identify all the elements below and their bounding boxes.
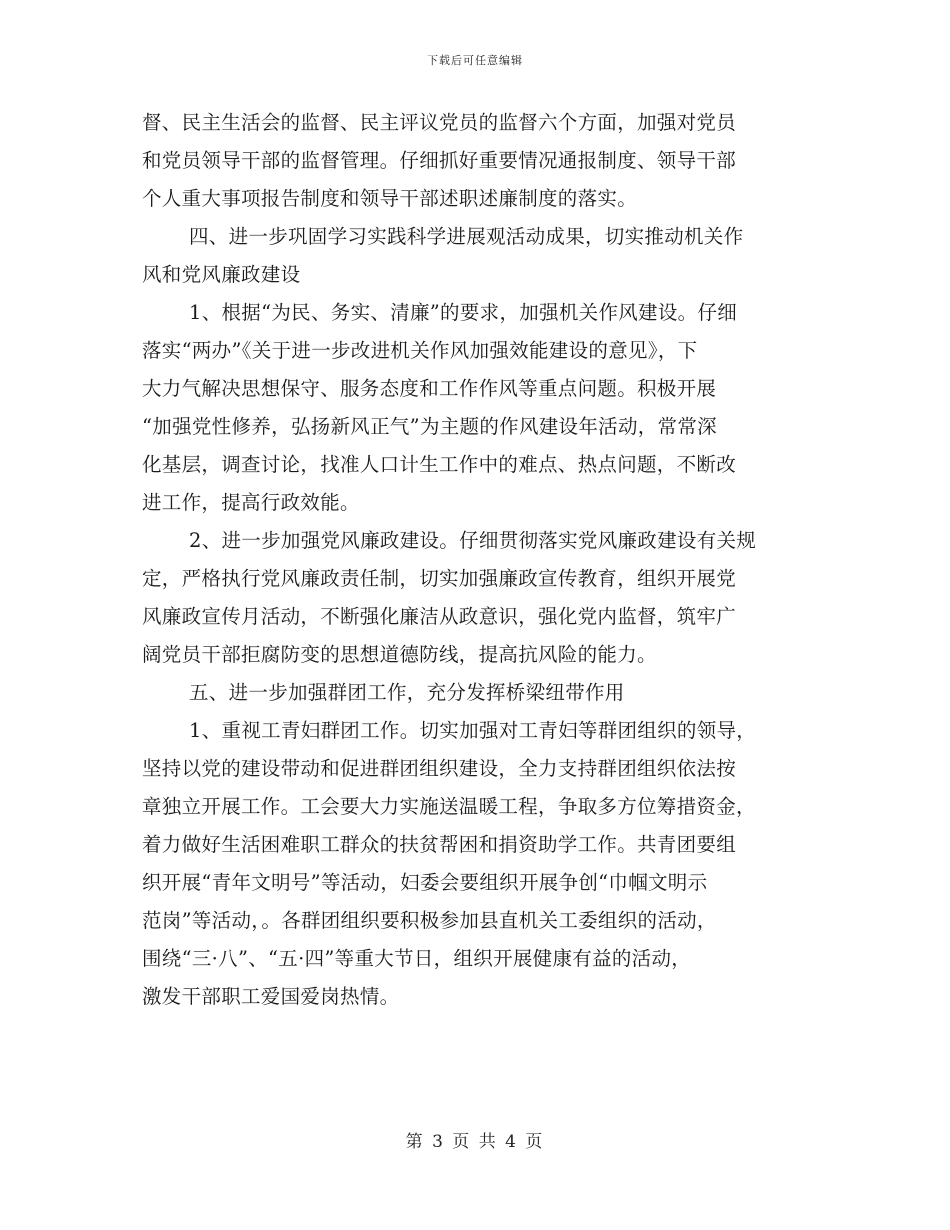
text-line: 1、重视工青妇群团工作。切实加强对工青妇等群团组织的领导， xyxy=(189,719,757,742)
text-line: 章独立开展工作。工会要大力实施送温暖工程，争取多方位筹措资金， xyxy=(142,795,756,818)
page-number-footer: 第 3 页 共 4 页 xyxy=(405,1132,545,1152)
text-line: 坚持以党的建设带动和促进群团组织建设，全力支持群团组织依法按 xyxy=(142,757,737,780)
text-line: 个人重大事项报告制度和领导干部述职述廉制度的落实。 xyxy=(142,187,638,210)
text-line: 五、进一步加强群团工作，充分发挥桥梁纽带作用 xyxy=(189,681,625,704)
text-line: 织开展“青年文明号”等活动，妇委会要组织开展争创“巾帼文明示 xyxy=(142,871,708,894)
text-line: 着力做好生活困难职工群众的扶贫帮困和捐资助学工作。共青团要组 xyxy=(142,833,737,856)
text-line: 落实“两办”《关于进一步改进机关作风加强效能建设的意见》，下 xyxy=(142,339,698,362)
document-body xyxy=(142,104,810,1016)
text-line: 和党员领导干部的监督管理。仔细抓好重要情况通报制度、领导干部 xyxy=(142,149,737,172)
text-line: 激发干部职工爱国爱岗热情。 xyxy=(142,985,400,1008)
text-line: 范岗”等活动，。各群团组织要积极参加县直机关工委组织的活动， xyxy=(142,909,717,932)
page-header: 下载后可任意编辑 xyxy=(427,54,523,67)
text-line: “加强党性修养，弘扬新风正气”为主题的作风建设年活动，常常深 xyxy=(142,415,717,438)
text-line: 化基层，调查讨论，找准人口计生工作中的难点、热点问题，不断改 xyxy=(142,453,737,476)
text-line: 督、民主生活会的监督、民主评议党员的监督六个方面，加强对党员 xyxy=(142,111,737,134)
text-line: 2、进一步加强党风廉政建设。仔细贯彻落实党风廉政建设有关规 xyxy=(189,529,757,552)
text-line: 四、进一步巩固学习实践科学进展观活动成果，切实推动机关作 xyxy=(189,225,744,248)
text-line: 阔党员干部拒腐防变的思想道德防线，提高抗风险的能力。 xyxy=(142,643,657,666)
text-line: 围绕“三·八”、“五·四”等重大节日，组织开展健康有益的活动， xyxy=(142,947,692,970)
text-line: 进工作，提高行政效能。 xyxy=(142,491,360,514)
text-line: 定，严格执行党风廉政责任制，切实加强廉政宣传教育，组织开展党 xyxy=(142,567,737,590)
text-line: 1、根据“为民、务实、清廉”的要求，加强机关作风建设。仔细 xyxy=(189,301,738,324)
text-line: 大力气解决思想保守、服务态度和工作作风等重点问题。积极开展 xyxy=(142,377,717,400)
text-line: 风和党风廉政建设 xyxy=(142,263,301,286)
text-line: 风廉政宣传月活动，不断强化廉洁从政意识，强化党内监督，筑牢广 xyxy=(142,605,737,628)
